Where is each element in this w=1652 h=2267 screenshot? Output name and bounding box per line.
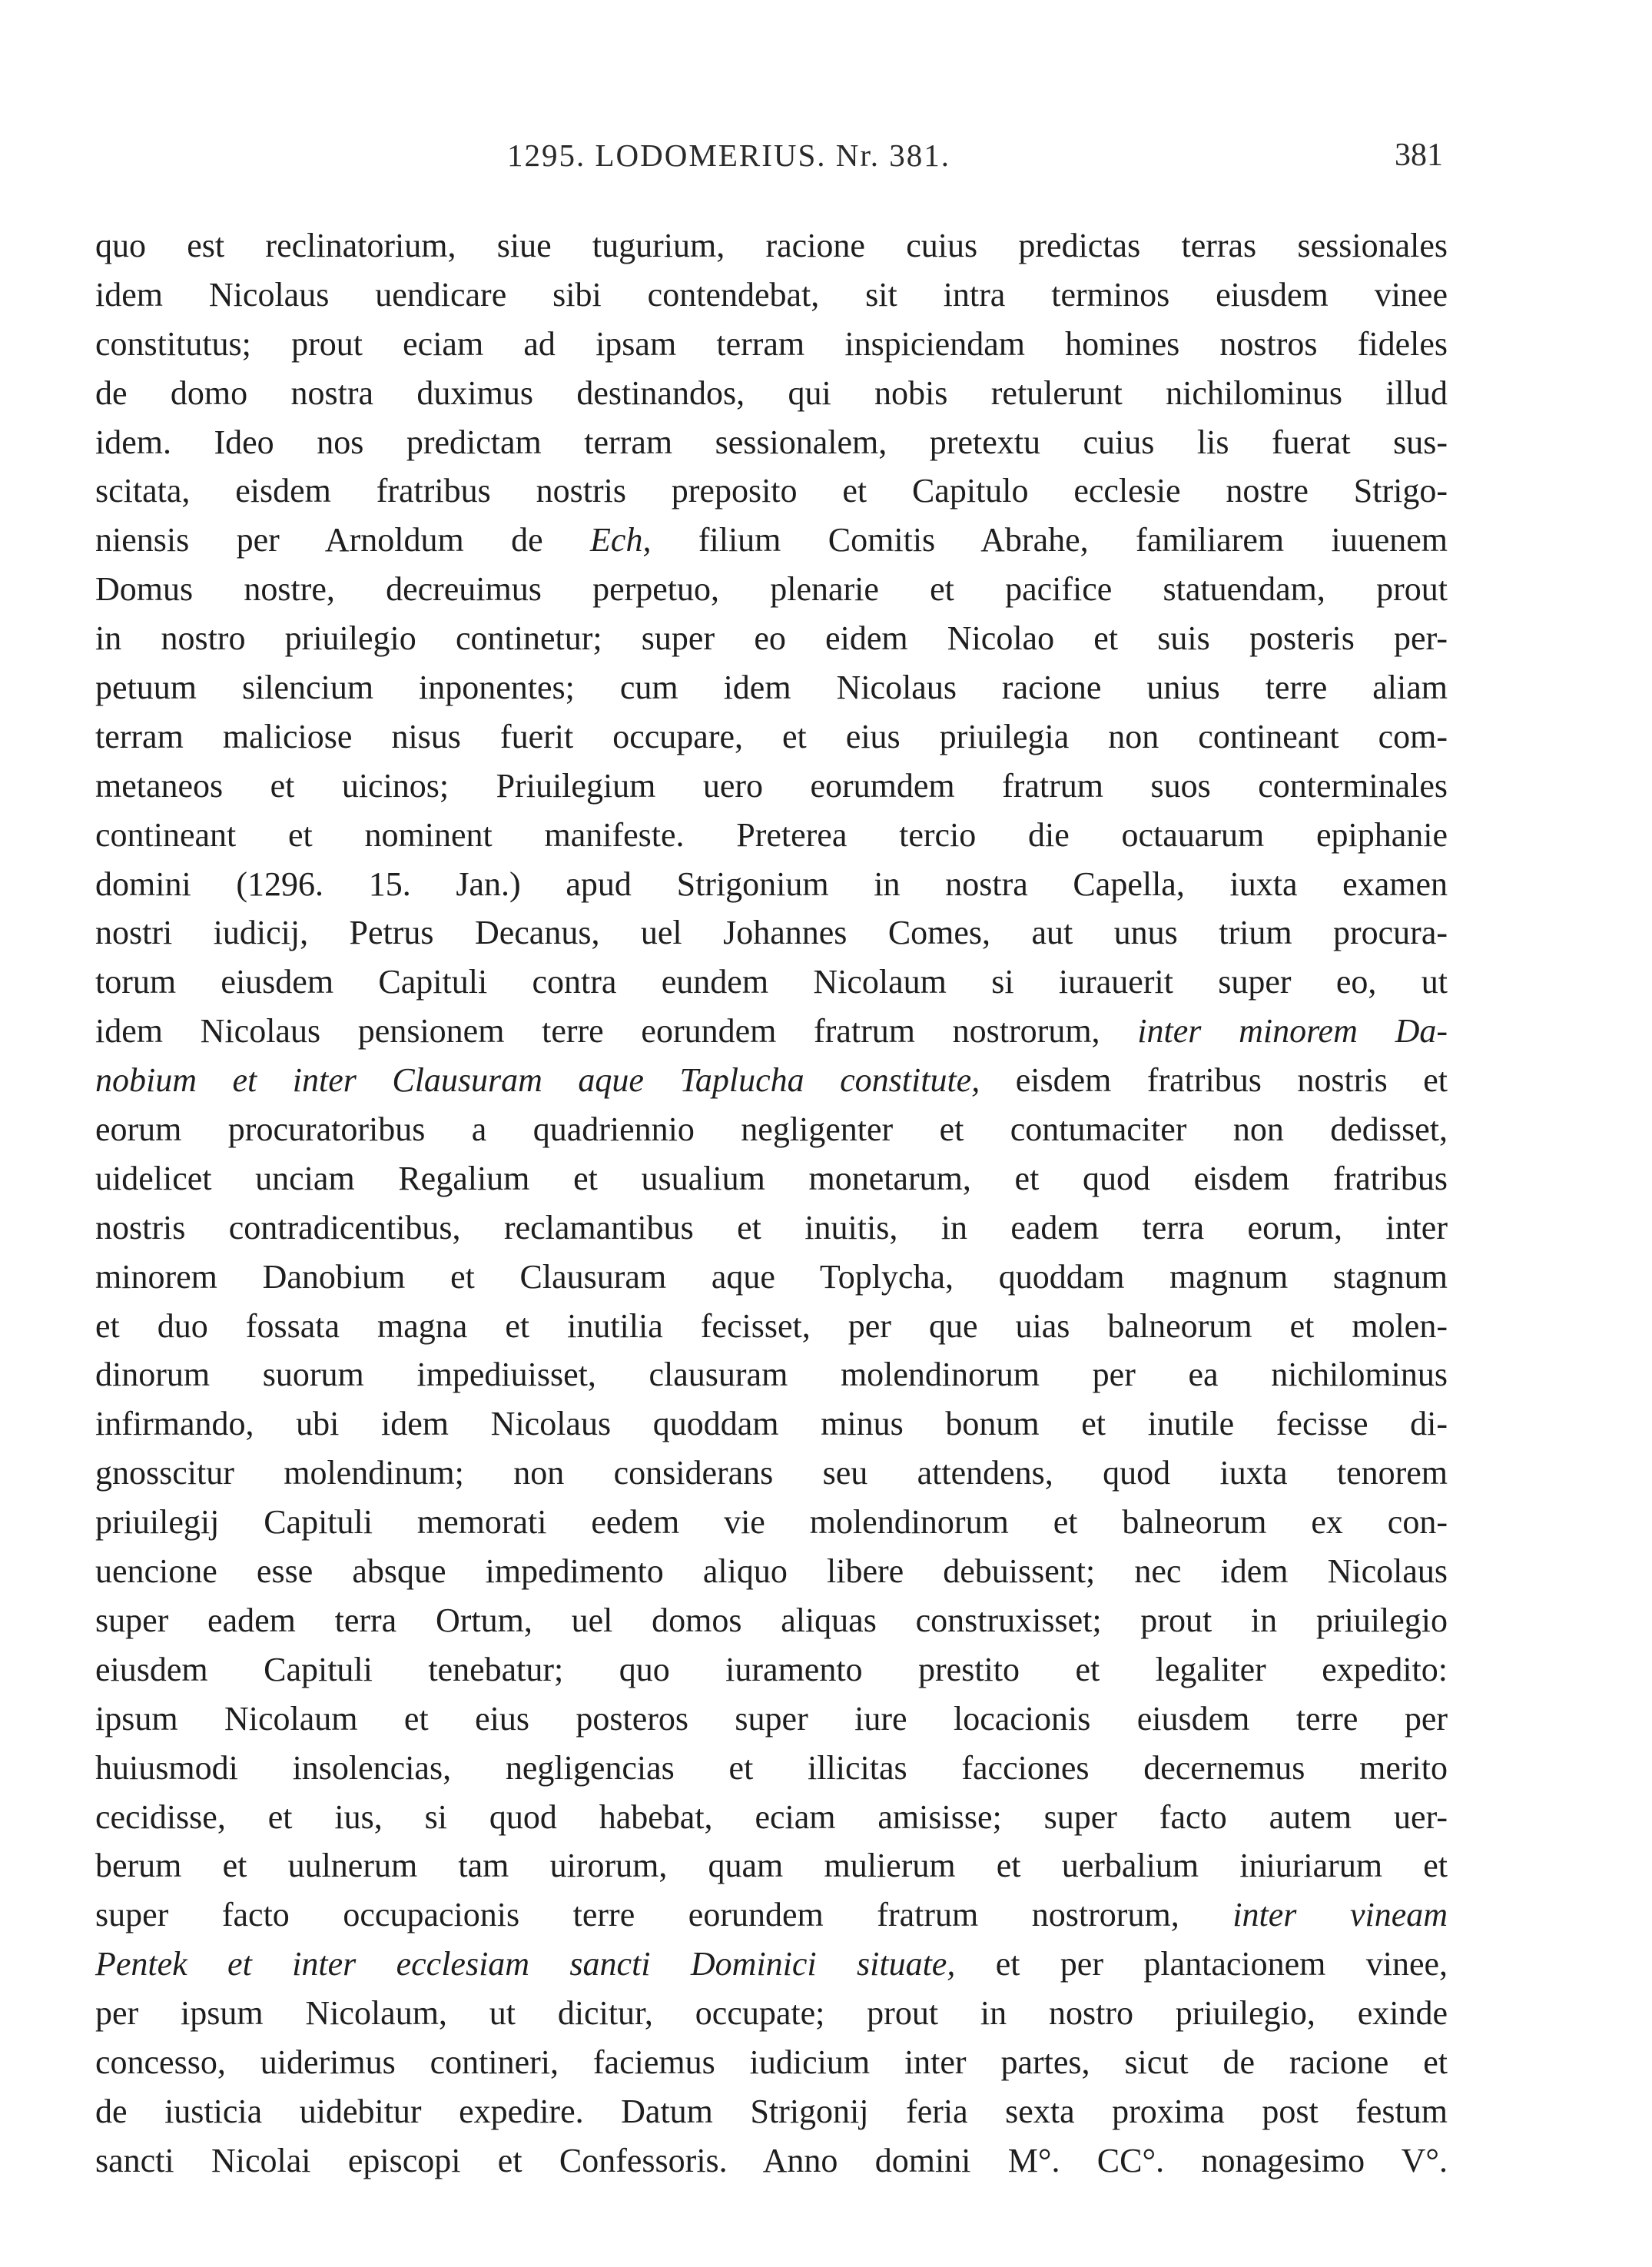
text-line xyxy=(95,1007,1448,1056)
text-segment: concesso, uiderimus contineri, faciemus iudicium inter partes, sicut de racione et xyxy=(95,2043,1448,2081)
text-segment: torum eiusdem Capituli contra eundem Nicolaum si iurauerit super eo, ut xyxy=(95,963,1448,1001)
text-segment: niensis per Arnoldum de xyxy=(95,521,591,559)
text-segment: Domus nostre, decreuimus perpetuo, plenarie et pacifice statuendam, prout xyxy=(95,570,1448,609)
text-line xyxy=(95,1841,1448,1890)
text-segment: domini (1296. 15. Jan.) apud Strigonium in nostra Capella, iuxta examen xyxy=(95,865,1448,903)
text-segment: scitata, eisdem fratribus nostris preposito et Capitulo ecclesie nostre Strigo- xyxy=(95,472,1448,510)
text-segment: super eadem terra Ortum, uel domos aliquas construxisset; prout in priuilegio xyxy=(95,1601,1448,1639)
italic-segment: inter minorem Da- xyxy=(1137,1012,1448,1051)
text-line xyxy=(95,221,1448,271)
text-line xyxy=(95,1253,1448,1302)
text-segment: de iusticia uidebitur expedire. Datum Strigonij feria sexta proxima post festum xyxy=(95,2092,1448,2130)
text-line xyxy=(95,1989,1448,2038)
italic-segment: Pentek et inter ecclesiam sancti Dominici situate, xyxy=(95,1945,956,1983)
text-segment: constitutus; prout eciam ad ipsam terram inspiciendam homines nostros fideles xyxy=(95,324,1448,363)
text-line xyxy=(95,663,1448,712)
italic-segment: inter vineam xyxy=(1232,1896,1448,1934)
text-segment: petuum silencium inponentes; cum idem Nicolaus racione unius terre aliam xyxy=(95,669,1448,707)
text-segment: quo est reclinatorium, siue tugurium, racione cuius predictas terras sessionales xyxy=(95,227,1448,264)
text-line xyxy=(95,1890,1448,1940)
text-line xyxy=(95,1498,1448,1547)
text-segment: uidelicet unciam Regalium et usualium monetarum, et quod eisdem fratribus xyxy=(95,1159,1448,1197)
text-line xyxy=(95,2038,1448,2087)
text-segment: de domo nostra duximus destinandos, qui nobis retulerunt nichilominus illud xyxy=(95,373,1448,412)
text-segment: in nostro priuilegio continetur; super eo eidem Nicolao et suis posteris per- xyxy=(95,619,1448,658)
text-line xyxy=(95,1793,1448,1842)
text-line xyxy=(95,1547,1448,1596)
text-line xyxy=(95,320,1448,369)
text-line xyxy=(95,1744,1448,1793)
text-segment: minorem Danobium et Clausuram aque Toplycha, quoddam magnum stagnum xyxy=(95,1257,1448,1296)
text-line xyxy=(95,2136,1448,2186)
text-line xyxy=(95,908,1448,958)
text-segment: huiusmodi insolencias, negligencias et illicitas facciones decernemus merito xyxy=(95,1748,1448,1787)
page-number: 381 xyxy=(1395,138,1443,173)
running-head-year: 1295. xyxy=(507,138,586,173)
text-segment: idem. Ideo nos predictam terram sessionalem, pretextu cuius lis fuerat sus- xyxy=(95,423,1448,461)
text-line xyxy=(95,1203,1448,1253)
text-segment: priuilegij Capituli memorati eedem vie molendinorum et balneorum ex con- xyxy=(95,1503,1448,1542)
text-segment: super facto occupacionis terre eorundem fratrum nostrorum, xyxy=(95,1896,1233,1934)
running-head-title: LODOMERIUS. xyxy=(595,138,827,173)
running-head xyxy=(507,137,968,180)
text-line xyxy=(95,1449,1448,1498)
text-segment: filium Comitis Abrahe, familiarem iuuenem xyxy=(651,521,1448,559)
text-segment: eiusdem Capituli tenebatur; quo iuramento prestito et legaliter expedito: xyxy=(95,1650,1448,1688)
text-line xyxy=(95,466,1448,516)
text-line xyxy=(95,1056,1448,1105)
running-head-number: Nr. 381. xyxy=(835,138,951,173)
italic-segment: Ech, xyxy=(590,521,652,559)
text-line xyxy=(95,418,1448,467)
text-line xyxy=(95,1105,1448,1154)
text-segment: et per plantacionem vinee, xyxy=(955,1945,1448,1983)
text-segment: eisdem fratribus nostris et xyxy=(980,1061,1448,1100)
text-line xyxy=(95,1350,1448,1399)
text-line xyxy=(95,1940,1448,1989)
text-segment: dinorum suorum impediuisset, clausuram molendinorum per ea nichilominus xyxy=(95,1356,1448,1394)
text-segment: sancti Nicolai episcopi et Confessoris. Anno domini M°. CC°. nonagesimo V°. xyxy=(95,2141,1448,2179)
text-segment: berum et uulnerum tam uirorum, quam mulierum et uerbalium iniuriarum et xyxy=(95,1847,1448,1885)
text-line xyxy=(95,565,1448,614)
text-segment: infirmando, ubi idem Nicolaus quoddam minus bonum et inutile fecisse di- xyxy=(95,1405,1448,1443)
text-segment: et duo fossata magna et inutilia fecisset, per que uias balneorum et molen- xyxy=(95,1306,1448,1345)
text-line xyxy=(95,762,1448,811)
text-line xyxy=(95,1645,1448,1694)
text-line xyxy=(95,860,1448,909)
text-segment: nostri iudicij, Petrus Decanus, uel Johannes Comes, aut unus trium procura- xyxy=(95,914,1448,952)
text-segment: ipsum Nicolaum et eius posteros super iure locacionis eiusdem terre per xyxy=(95,1699,1448,1738)
text-line xyxy=(95,1154,1448,1203)
text-segment: contineant et nominent manifeste. Preterea tercio die octauarum epiphanie xyxy=(95,815,1448,854)
text-line xyxy=(95,811,1448,860)
italic-segment: nobium et inter Clausuram aque Taplucha constitute, xyxy=(95,1061,980,1100)
text-segment: idem Nicolaus pensionem terre eorundem fratrum nostrorum, xyxy=(95,1012,1138,1051)
text-segment: gnosscitur molendinum; non considerans seu attendens, quod iuxta tenorem xyxy=(95,1454,1448,1492)
text-line xyxy=(95,614,1448,663)
text-line xyxy=(95,2087,1448,2136)
text-line xyxy=(95,369,1448,418)
text-segment: terram maliciose nisus fuerit occupare, et eius priuilegia non contineant com- xyxy=(95,717,1448,755)
text-line xyxy=(95,1399,1448,1449)
body-text xyxy=(95,221,1448,2186)
text-segment: eorum procuratoribus a quadriennio negligenter et contumaciter non dedisset, xyxy=(95,1110,1448,1149)
text-line xyxy=(95,1302,1448,1351)
text-line xyxy=(95,958,1448,1007)
text-line xyxy=(95,271,1448,320)
text-segment: cecidisse, et ius, si quod habebat, eciam amisisse; super facto autem uer- xyxy=(95,1797,1448,1836)
text-segment: nostris contradicentibus, reclamantibus et inuitis, in eadem terra eorum, inter xyxy=(95,1208,1448,1246)
text-segment: uencione esse absque impedimento aliquo libere debuissent; nec idem Nicolaus xyxy=(95,1552,1448,1591)
text-segment: idem Nicolaus uendicare sibi contendebat, sit intra terminos eiusdem vinee xyxy=(95,275,1448,314)
text-line xyxy=(95,1596,1448,1645)
text-line xyxy=(95,712,1448,762)
text-segment: per ipsum Nicolaum, ut dicitur, occupate; prout in nostro priuilegio, exinde xyxy=(95,1994,1448,2033)
text-line xyxy=(95,516,1448,565)
text-segment: metaneos et uicinos; Priuilegium uero eorumdem fratrum suos conterminales xyxy=(95,766,1448,805)
text-line xyxy=(95,1694,1448,1744)
